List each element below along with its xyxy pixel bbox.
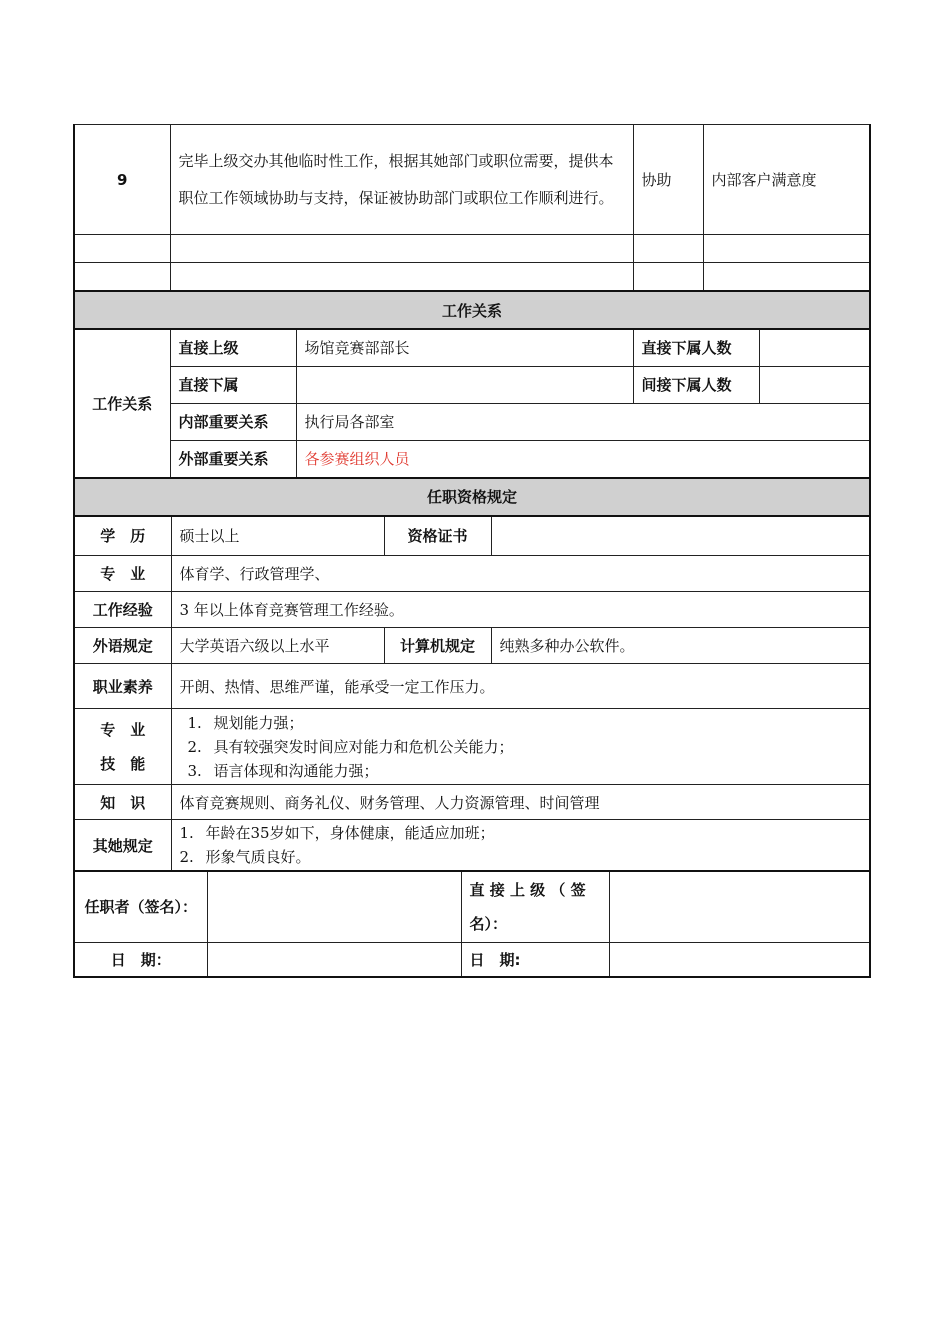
experience-label: 工作经验 bbox=[74, 592, 171, 628]
major-value: 体育学、行政管理学、 bbox=[171, 556, 870, 592]
superior-signature-label: 直 接 上 级 （ 签 名）： bbox=[461, 871, 609, 942]
duty-kpi: 内部客户满意度 bbox=[703, 125, 870, 235]
signature-table bbox=[73, 870, 871, 978]
skills-label bbox=[74, 709, 171, 785]
job-description-sheet bbox=[73, 124, 869, 978]
skills-list bbox=[188, 711, 862, 783]
internal-relation-value: 执行局各部室 bbox=[296, 403, 870, 440]
relations-row-label: 工作关系 bbox=[74, 329, 170, 477]
relations-section-title: 工作关系 bbox=[74, 291, 870, 329]
education-value: 硕士以上 bbox=[171, 516, 384, 556]
quality-label: 职业素养 bbox=[74, 664, 171, 709]
skills-cell bbox=[171, 709, 870, 785]
certificate-value bbox=[491, 516, 870, 556]
other-cell bbox=[171, 820, 870, 871]
education-label: 学 历 bbox=[74, 516, 171, 556]
experience-value: 3 年以上体育竞赛管理工作经验。 bbox=[171, 592, 870, 628]
duties-table bbox=[73, 124, 871, 291]
computer-value: 纯熟多种办公软件。 bbox=[491, 628, 870, 664]
date-label-right: 日 期: bbox=[461, 942, 609, 977]
direct-subordinate-count-label: 直接下属人数 bbox=[633, 329, 759, 366]
direct-superior-label: 直接上级 bbox=[170, 329, 296, 366]
quality-value: 开朗、热情、思维严谨，能承受一定工作压力。 bbox=[171, 664, 870, 709]
list-item: 3. 语言体现和沟通能力强； bbox=[187, 761, 379, 780]
qualifications-section-title: 任职资格规定 bbox=[74, 478, 870, 516]
certificate-label: 资格证书 bbox=[384, 516, 491, 556]
external-relation-value: 各参赛组织人员 bbox=[296, 440, 870, 477]
qualifications-table bbox=[73, 477, 871, 872]
superior-signature-field[interactable] bbox=[609, 871, 870, 942]
other-list bbox=[180, 821, 862, 869]
duty-description: 完毕上级交办其他临时性工作，根据其她部门或职位需要，提供本职位工作领域协助与支持，保证被协助部门或职位工作顺利进行。 bbox=[170, 125, 633, 235]
language-value: 大学英语六级以上水平 bbox=[171, 628, 384, 664]
date-field-right[interactable] bbox=[609, 942, 870, 977]
knowledge-label: 知 识 bbox=[74, 785, 171, 820]
date-label-left: 日 期： bbox=[74, 942, 207, 977]
indirect-subordinate-count-value bbox=[759, 366, 870, 403]
list-item: 2. 形象气质良好。 bbox=[179, 848, 311, 866]
relations-table bbox=[73, 290, 871, 478]
direct-subordinate-value bbox=[296, 366, 633, 403]
skills-label-line-2: 技 能 bbox=[100, 754, 146, 773]
list-item: 1. 规划能力强； bbox=[187, 713, 304, 732]
internal-relation-label: 内部重要关系 bbox=[170, 403, 296, 440]
list-item: 1. 年龄在35岁如下，身体健康，能适应加班； bbox=[179, 824, 495, 842]
duty-role: 协助 bbox=[633, 125, 703, 235]
direct-subordinate-label: 直接下属 bbox=[170, 366, 296, 403]
holder-signature-field[interactable] bbox=[207, 871, 461, 942]
external-relation-label: 外部重要关系 bbox=[170, 440, 296, 477]
computer-label: 计算机规定 bbox=[384, 628, 491, 664]
date-field-left[interactable] bbox=[207, 942, 461, 977]
duty-row bbox=[74, 125, 870, 235]
direct-subordinate-count-value bbox=[759, 329, 870, 366]
empty-duty-row bbox=[74, 263, 870, 291]
major-label: 专 业 bbox=[74, 556, 171, 592]
holder-signature-label: 任职者（签名）： bbox=[74, 871, 207, 942]
other-label: 其她规定 bbox=[74, 820, 171, 871]
skills-label-line-1: 专 业 bbox=[100, 720, 146, 739]
duty-number: 9 bbox=[74, 125, 170, 235]
list-item: 2. 具有较强突发时间应对能力和危机公关能力； bbox=[187, 737, 514, 756]
language-label: 外语规定 bbox=[74, 628, 171, 664]
empty-duty-row bbox=[74, 235, 870, 263]
indirect-subordinate-count-label: 间接下属人数 bbox=[633, 366, 759, 403]
direct-superior-value: 场馆竞赛部部长 bbox=[296, 329, 633, 366]
knowledge-value: 体育竞赛规则、商务礼仪、财务管理、人力资源管理、时间管理 bbox=[171, 785, 870, 820]
